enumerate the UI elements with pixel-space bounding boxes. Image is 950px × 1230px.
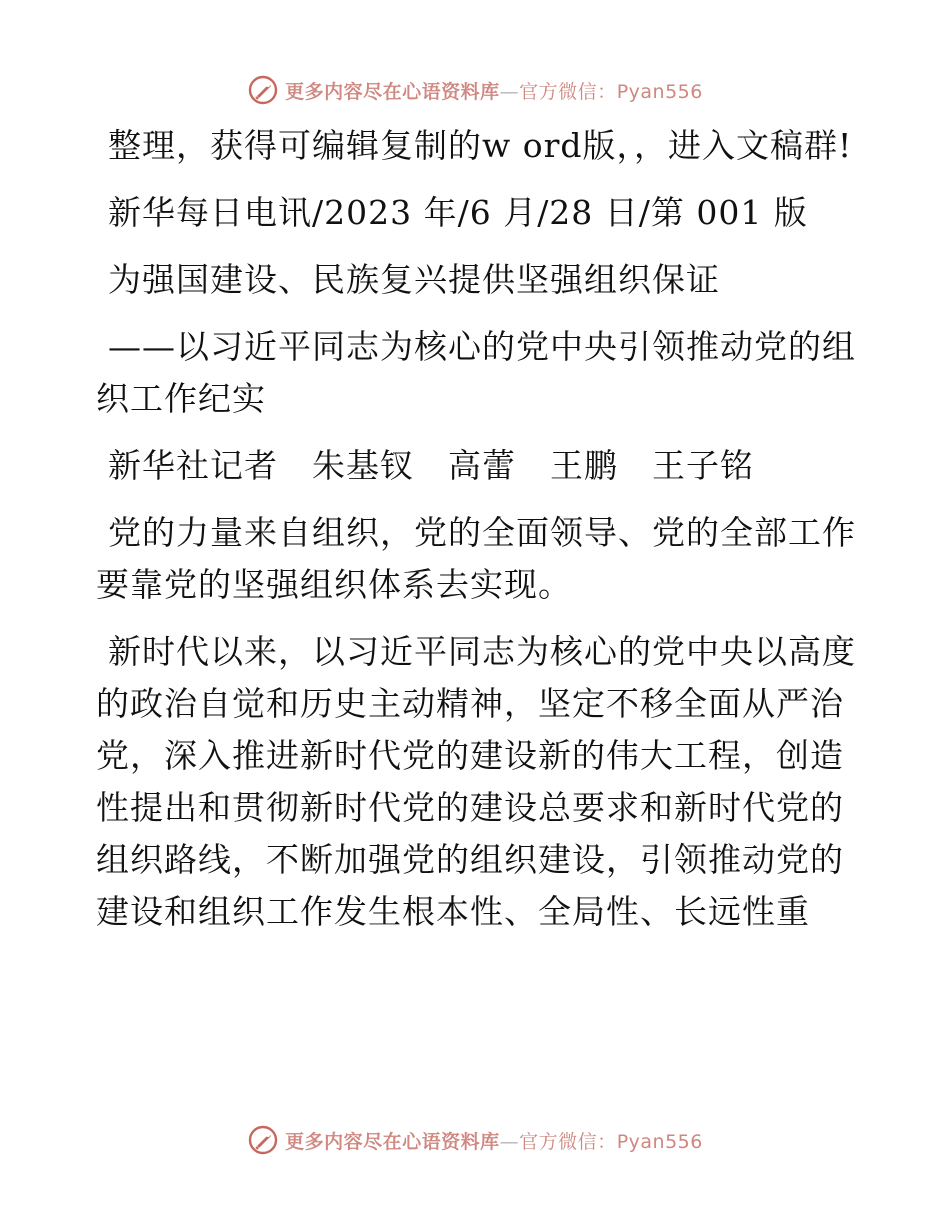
banner-main-text: 更多内容尽在心语资料库: [285, 80, 500, 103]
publication-line: 新华每日电讯/2023 年/6 月/28 日/第 001 版: [108, 193, 808, 232]
article-title: 为强国建设、民族复兴提供坚强组织保证: [108, 260, 720, 299]
body-paragraph: 党的力量来自组织，党的全面领导、党的全部工作要靠党的坚强组织体系去实现。: [96, 513, 856, 604]
intro-paragraph: 整理，获得可编辑复制的w ord版，，进入文稿群!: [108, 126, 853, 165]
byline: 新华社记者 朱基钗 高蕾 王鹏 王子铭: [108, 446, 754, 485]
banner-wechat-id: Pyan556: [616, 80, 703, 103]
footer-banner: [0, 1120, 950, 1160]
body-paragraph: 新时代以来，以习近平同志为核心的党中央以高度的政治自觉和历史主动精神，坚定不移全面从严治党，深入推进新时代党的建设新的伟大工程，创造性提出和贯彻新时代党的建设总要求和新时代党的组织路线，不断加强党的组织建设，引领推动党的建设和组织工作发生根本性、全局性、长远性重: [96, 632, 856, 931]
banner-inner: [247, 74, 703, 106]
quill-pen-icon: [247, 1124, 279, 1156]
banner-separator: —: [499, 1130, 520, 1153]
banner-wechat-label: 官方微信：: [519, 1130, 617, 1153]
banner-wechat-id: Pyan556: [616, 1130, 703, 1153]
document-body: [96, 120, 856, 953]
banner-separator: —: [499, 80, 520, 103]
article-subtitle: ——以习近平同志为核心的党中央引领推动党的组织工作纪实: [96, 327, 856, 418]
quill-pen-icon: [247, 74, 279, 106]
banner-text: [285, 77, 703, 104]
banner-inner: [247, 1124, 703, 1156]
header-banner: [0, 70, 950, 110]
banner-text: [285, 1127, 703, 1154]
banner-wechat-label: 官方微信：: [519, 80, 617, 103]
banner-main-text: 更多内容尽在心语资料库: [285, 1130, 500, 1153]
